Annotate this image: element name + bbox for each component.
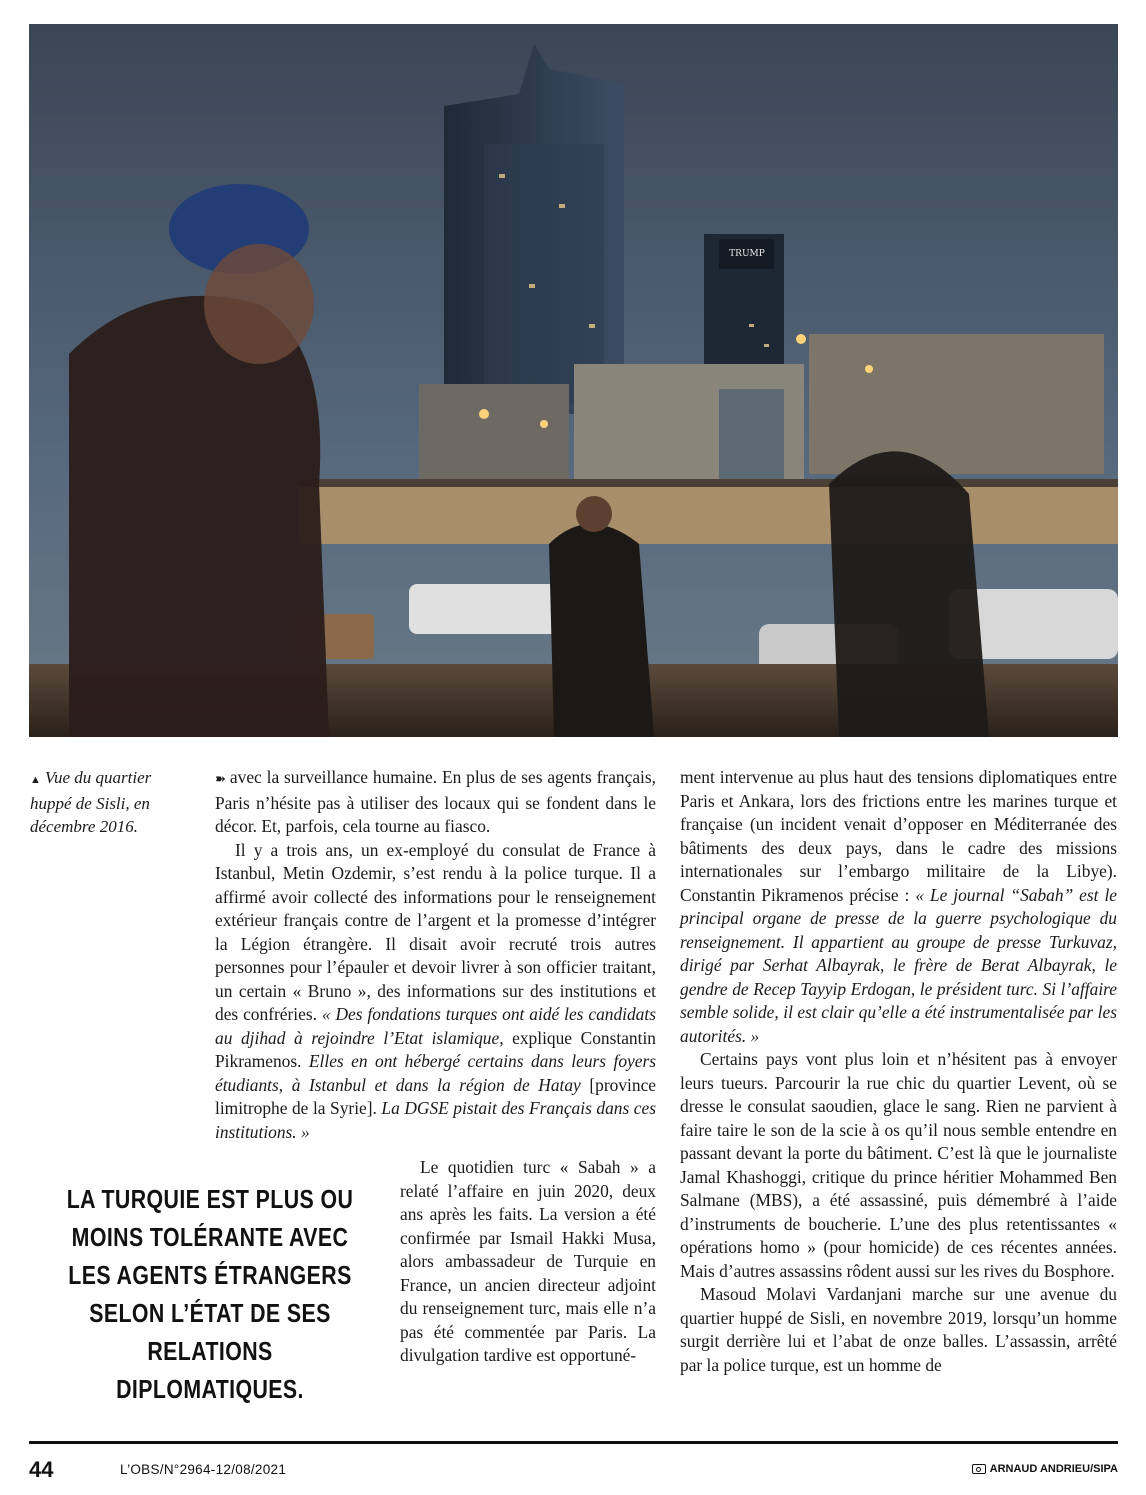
paragraph-6: Masoud Molavi Vardanjani marche sur une avenue du quartier huppé de Sisli, en novembre 2019, lorsqu’un homme surgit derrière lui et l’abat de onze balles. L’assassin, arrêté par la police turque, est un homme de <box>680 1284 1117 1375</box>
paragraph-2-attribution: explique Constantin Pikramenos. <box>215 1027 656 1071</box>
quote-3: La DGSE pistait des Français dans ces institutions. » <box>215 1098 656 1142</box>
istanbul-street-photo <box>29 24 1118 737</box>
article-column-1 <box>215 766 656 1144</box>
quote-1: « Des fondations turques ont aidé les candidats au djihad à rejoindre l’Etat islamique, <box>215 1004 656 1048</box>
article-photo <box>29 24 1118 737</box>
trump-sign: TRUMP <box>729 249 765 259</box>
paragraph-2 <box>215 839 656 1145</box>
quote-2: Elles en ont hébergé certains dans leurs foyers étudiants, à Istanbul et dans la région de Hatay <box>215 1051 657 1095</box>
photo-credit-text: ARNAUD ANDRIEU/SIPA <box>989 1463 1118 1475</box>
paragraph-3: Le quotidien turc « Sabah » a relaté l’affaire en juin 2020, deux ans après les faits. La version a été confirmée par Ismail Hakki Musa, alors ambassadeur de Turquie en France, un ancien directeur adjoint du renseignement turc, mais elle n’a pas été commentée par Paris. La divulgation tardive est opportuné- <box>400 1157 656 1365</box>
pull-quote: LA TURQUIE EST PLUS OU MOINS TOLÉRANTE AVEC LES AGENTS ÉTRANGERS SELON L’ÉTAT DE SES RELATIONS DIPLOMATIQUES. <box>66 1184 354 1404</box>
camera-icon <box>972 1464 986 1474</box>
continue-arrow-icon: ➽ <box>215 772 226 787</box>
paragraph-1-text: avec la surveillance humaine. En plus de ses agents français, Paris n’hésite pas à utiliser des locaux qui se fondent dans le décor. Et, parfois, cela tourne au fiasco. <box>215 767 656 836</box>
caption-arrow-icon: ▲ <box>30 774 41 786</box>
footer-rule <box>29 1441 1118 1444</box>
paragraph-5: Certains pays vont plus loin et n’hésitent pas à envoyer leurs tueurs. Parcourir la rue chic du quartier Levent, où se dresse le consulat saoudien, glace le sang. Rien ne parvient à faire taire le son de la scie à os qu’il nous semble entendre en passant devant la porte du bâtiment. C’est là que le journaliste Jamal Khashoggi, critique du prince héritier Mohammed Ben Salmane (MBS), a été assassiné, puis démembré à l’aide d’instruments de boucherie. L’une des plus retentissantes « opérations homo » (pour homicide) de ces récentes années. Mais d’autres assassins rôdent aussi sur les rives du Bosphore. <box>680 1049 1117 1281</box>
paragraph-2-bracket: [province limitrophe de la Syrie]. <box>215 1074 657 1118</box>
caption-text: Vue du quartier huppé de Sisli, en décembre 2016. <box>30 768 152 836</box>
page-number: 44 <box>29 1457 54 1482</box>
article-column-1-narrow <box>400 1156 656 1368</box>
quote-4: « Le journal “Sabah” est le principal organe de presse de la guerre psychologique du renseignement. Il appartient au groupe de presse Turkuvaz, dirigé par Serhat Albayrak, le frère de Berat Albayrak, le gendre de Recep Tayyip Erdogan, le président turc. Si l’affaire semble solide, il est clair qu’elle a été instrumentalisée par les autorités. » <box>680 884 1117 1046</box>
paragraph-2-text: Il y a trois ans, un ex-employé du consulat de France à Istanbul, Metin Ozdemir, s’est rendu à la police turque. Il a affirmé avoir collecté des informations pour le renseignement extérieur français contre de l’argent et la promesse d’intégrer la Légion étrangère. Il disait avoir recruté trois autres personnes pour l’épauler et devoir livrer à son officier traitant, un certain « Bruno », des informations sur des institutions et des confréries. <box>215 839 656 1024</box>
article-column-2 <box>680 766 1117 1377</box>
photo-credit <box>972 1463 1118 1475</box>
paragraph-1 <box>215 766 656 839</box>
photo-caption <box>30 766 160 838</box>
issue-info: L’OBS/N°2964-12/08/2021 <box>120 1462 287 1477</box>
paragraph-4-text: ment intervenue au plus haut des tensions diplomatiques entre Paris et Ankara, lors des frictions entre les marines turque et française (un incident venait d’opposer en Méditerranée des bâtiments des deux pays, dans le cadre des missions internationales sur l’embargo militaire de la Libye). Constantin Pikramenos précise : <box>680 767 1117 905</box>
paragraph-4 <box>680 766 1117 1048</box>
